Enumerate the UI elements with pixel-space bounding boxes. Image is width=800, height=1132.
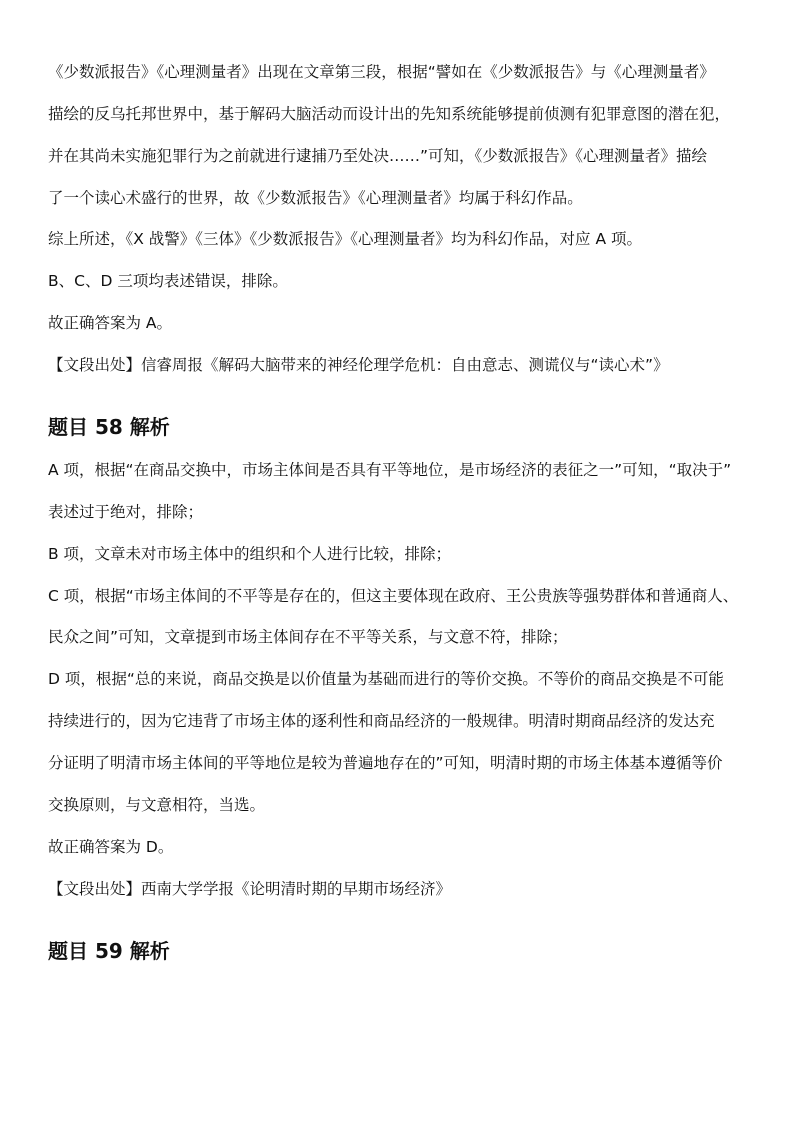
answer-line: 故正确答案为 D。 — [48, 838, 174, 856]
exclusion-line: B、C、D 三项均表述错误，排除。 — [48, 272, 288, 290]
option-c-line: 民众之间”可知，文章提到市场主体间存在不平等关系，与文意不符，排除； — [48, 628, 568, 646]
answer-line: 故正确答案为 A。 — [48, 314, 173, 332]
option-a-line: 表述过于绝对，排除； — [48, 503, 204, 521]
option-d-line: 持续进行的，因为它违背了市场主体的逐利性和商品经济的一般规律。明清时期商品经济的发达充 — [48, 712, 715, 730]
source-line: 【文段出处】西南大学学报《论明清时期的早期市场经济》 — [48, 880, 452, 898]
section-heading: 题目 59 解析 — [48, 939, 170, 963]
paragraph-line: 并在其尚未实施犯罪行为之前就进行逮捕乃至处决……”可知，《少数派报告》《心理测量者》描绘 — [48, 147, 708, 165]
source-line: 【文段出处】信睿周报《解码大脑带来的神经伦理学危机：自由意志、测谎仪与“读心术”》 — [48, 356, 669, 374]
option-d-line: 分证明了明清市场主体间的平等地位是较为普遍地存在的”可知，明清时期的市场主体基本遵循等价 — [48, 754, 723, 772]
section-heading: 题目 58 解析 — [48, 415, 170, 439]
summary-line: 综上所述，《X 战警》《三体》《少数派报告》《心理测量者》均为科幻作品，对应 A 项。 — [48, 230, 643, 248]
paragraph-line: 了一个读心术盛行的世界，故《少数派报告》《心理测量者》均属于科幻作品。 — [48, 189, 583, 207]
option-b-line: B 项，文章未对市场主体中的组织和个人进行比较，排除； — [48, 545, 452, 563]
option-c-line: C 项，根据“市场主体间的不平等是存在的，但这主要体现在政府、王公贵族等强势群体和普通商人、 — [48, 587, 739, 605]
option-a-line: A 项，根据“在商品交换中，市场主体间是否具有平等地位，是市场经济的表征之一”可知，“取决于” — [48, 461, 732, 479]
paragraph-line: 《少数派报告》《心理测量者》出现在文章第三段，根据“譬如在《少数派报告》与《心理测量者》 — [48, 63, 715, 81]
option-d-line: 交换原则，与文意相符，当选。 — [48, 796, 266, 814]
option-d-line: D 项，根据“总的来说，商品交换是以价值量为基础而进行的等价交换。不等价的商品交换是不可能 — [48, 670, 724, 688]
paragraph-line: 描绘的反乌托邦世界中，基于解码大脑活动而设计出的先知系统能够提前侦测有犯罪意图的潜在犯， — [48, 105, 731, 123]
